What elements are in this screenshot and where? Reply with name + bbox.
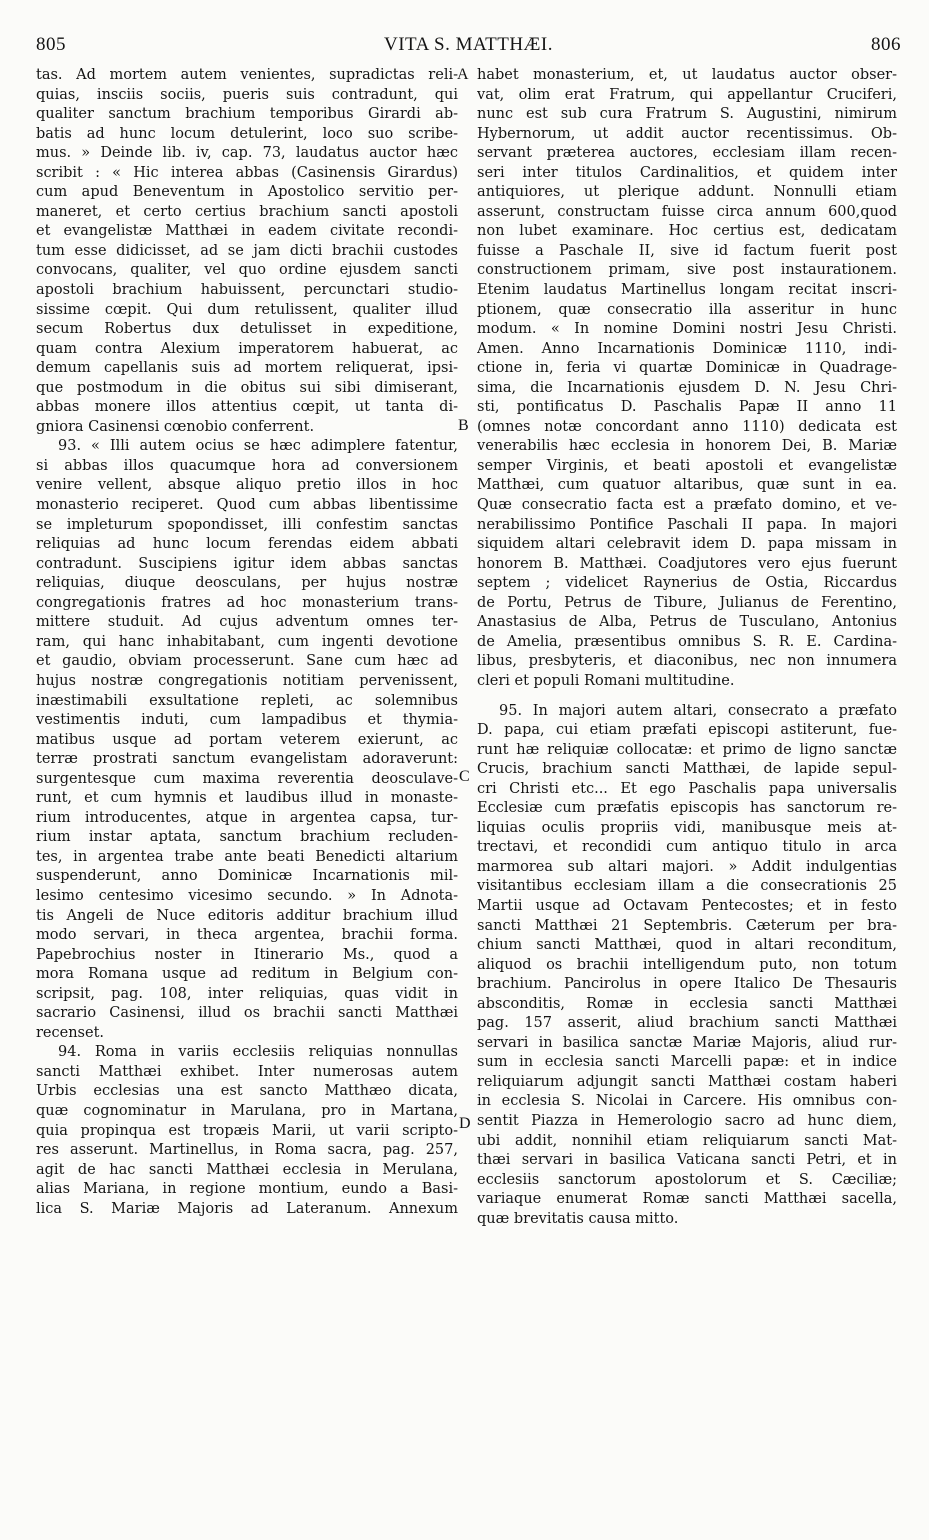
text-line: brachium. Pancirolus in opere Italico De Thesauris xyxy=(477,976,897,993)
text-line: ptionem, quæ consecratio illa asseritur in hunc xyxy=(477,301,897,318)
text-line: tas. Ad mortem autem venientes, supradictas reli- xyxy=(36,67,458,83)
text-line: runt hæ reliquiæ collocatæ: et primo de ligno sanctæ xyxy=(477,741,897,758)
text-line: cri Christi etc... Et ego Paschalis papa universalis xyxy=(477,780,897,797)
text-line: non lubet examinare. Hoc certius est, dedicatam xyxy=(477,223,897,240)
text-line: seri inter titulos Cardinalitios, et quidem inter xyxy=(477,164,897,181)
text-line: demum capellanis suis ad mortem reliquerat, ipsi- xyxy=(36,360,458,377)
text-line: terræ prostrati sanctum evangelistam adoraverunt: xyxy=(36,751,458,768)
text-line: Papebrochius noster in Itinerario Ms., quod a xyxy=(36,946,458,963)
text-line: libus, presbyteris, et diaconibus, nec non innumera xyxy=(477,653,897,670)
text-line: variaque enumerat Romæ sancti Matthæi sacella, xyxy=(477,1191,897,1208)
text-line: septem ; videlicet Raynerius de Ostia, Riccardus xyxy=(477,575,897,592)
text-line: quias, insciis sociis, pueris suis contradunt, qui xyxy=(36,86,458,103)
text-line: cleri et populi Romani multitudine. xyxy=(477,672,735,689)
text-line: trectavi, et recondidi cum antiquo titulo in arca xyxy=(477,839,897,856)
paragraph-gap xyxy=(477,692,897,702)
text-line: marmorea sub altari majori. » Addit indulgentias xyxy=(477,858,897,875)
text-line: sima, die Incarnationis ejusdem D. N. Jesu Chri- xyxy=(477,379,897,396)
text-line: pag. 157 asserit, aliud brachium sancti Matthæi xyxy=(477,1015,897,1032)
text-line: matibus usque ad portam veterem exierunt, ac xyxy=(36,731,458,748)
page-number-left: 805 xyxy=(36,34,66,55)
text-line: gniora Casinensi cœnobio conferrent. xyxy=(36,418,315,435)
text-line: vestimentis induti, cum lampadibus et thymia- xyxy=(36,712,458,729)
text-line: et evangelistæ Matthæi in eadem civitate recondi- xyxy=(36,223,458,240)
margin-marker-a: A xyxy=(457,66,469,83)
text-line: batis ad hunc locum detulerint, loco suo scribe- xyxy=(36,125,458,142)
text-line: agit de hac sancti Matthæi ecclesia in Merulana, xyxy=(36,1161,458,1178)
text-line: scripsit, pag. 108, inter reliquias, quas vidit in xyxy=(36,985,458,1002)
text-line: venerabilis hæc ecclesia in honorem Dei, B. Mariæ xyxy=(477,438,897,455)
text-line: de Portu, Petrus de Tibure, Julianus de Ferentino, xyxy=(477,594,897,611)
text-line: fuisse a Paschale II, sive id factum fuerit post xyxy=(477,242,897,259)
text-line: vat, olim erat Fratrum, qui appellantur Cruciferi, xyxy=(477,86,897,103)
text-line: et gaudio, obviam processerunt. Sane cum hæc ad xyxy=(36,653,458,670)
text-line: rium introducentes, atque in argentea capsa, tur- xyxy=(36,809,458,826)
text-line: ram, qui hanc inhabitabant, cum ingenti devotione xyxy=(36,633,458,650)
text-line: sum in ecclesia sancti Marcelli papæ: et in indice xyxy=(477,1054,897,1071)
text-line: cum apud Beneventum in Apostolico servitio per- xyxy=(36,184,458,201)
text-line: de Amelia, præsentibus omnibus S. R. E. Cardina- xyxy=(477,633,897,650)
text-line: habet monasterium, et, ut laudatus auctor obser- xyxy=(477,67,897,83)
text-line: visitantibus ecclesiam illam a die consecrationis 25 xyxy=(477,878,897,895)
text-line: in ecclesia S. Nicolai in Carcere. His omnibus con- xyxy=(477,1093,897,1110)
text-line: venire vellent, absque aliquo pretio illos in hoc xyxy=(36,477,458,494)
text-line: sentit Piazza in Hemerologio sacro ad hunc diem, xyxy=(477,1112,897,1129)
text-line: Martii usque ad Octavam Pentecostes; et in festo xyxy=(477,897,897,914)
text-line: surgentesque cum maxima reverentia deosculave- xyxy=(36,770,458,787)
right-text-column xyxy=(477,66,897,1229)
text-line: lica S. Mariæ Majoris ad Lateranum. Annexum xyxy=(36,1200,458,1217)
text-line: Etenim laudatus Martinellus longam recitat inscri- xyxy=(477,282,897,299)
text-line: ecclesiis sanctorum apostolorum et S. Cæciliæ; xyxy=(477,1171,897,1188)
text-line: sacrario Casinensi, illud os brachii sancti Matthæi xyxy=(36,1005,458,1022)
text-line: Urbis ecclesias una est sancto Matthæo dicata, xyxy=(36,1083,458,1100)
text-line: quæ cognominatur in Marulana, pro in Martana, xyxy=(36,1102,458,1119)
text-line: Matthæi, cum quatuor altaribus, quæ sunt in ea. xyxy=(477,477,897,494)
text-line: abbas monere illos attentius cœpit, ut tanta di- xyxy=(36,399,458,416)
text-line: 95. In majori autem altari, consecrato a præfato xyxy=(499,702,897,719)
text-line: sissime cœpit. Qui dum retulissent, qualiter illud xyxy=(36,301,458,318)
text-line: inæstimabili exsultatione repleti, ac solemnibus xyxy=(36,692,458,709)
text-line: Anastasius de Alba, Petrus de Tusculano, Antonius xyxy=(477,614,897,631)
text-line: aliquod os brachii intelligendum puto, non totum xyxy=(477,956,897,973)
text-line: que postmodum in die obitus sui sibi dimiserant, xyxy=(36,379,458,396)
text-line: tum esse didicisset, ad se jam dicti brachii custodes xyxy=(36,242,458,259)
text-line: lesimo centesimo vicesimo secundo. » In Adnota- xyxy=(36,887,458,904)
text-line: constructionem primam, sive post instaurationem. xyxy=(477,262,897,279)
text-line: reliquiarum adjungit sancti Matthæi costam haberi xyxy=(477,1073,897,1090)
text-line: siquidem altari celebravit idem D. papa missam in xyxy=(477,536,897,553)
text-line: quam contra Alexium imperatorem habuerat, ac xyxy=(36,340,458,357)
text-line: absconditis, Romæ in ecclesia sancti Matthæi xyxy=(477,995,897,1012)
text-line: sancti Matthæi exhibet. Inter numerosas autem xyxy=(36,1063,458,1080)
text-line: 94. Roma in variis ecclesiis reliquias nonnullas xyxy=(58,1044,458,1061)
text-line: qualiter sanctum brachium temporibus Girardi ab- xyxy=(36,106,458,123)
text-line: alias Mariana, in regione montium, eundo a Basi- xyxy=(36,1181,458,1198)
text-line: modo servari, in theca argentea, brachii forma. xyxy=(36,927,458,944)
text-line: Ecclesiæ cum præfatis episcopis has sanctorum re- xyxy=(477,800,897,817)
text-line: Quæ consecratio facta est a præfato domino, et ve- xyxy=(477,497,897,514)
text-line: recenset. xyxy=(36,1024,105,1041)
text-line: Crucis, brachium sancti Matthæi, de lapide sepul- xyxy=(477,761,897,778)
running-header xyxy=(36,34,901,60)
text-line: honorem B. Matthæi. Coadjutores vero ejus fuerunt xyxy=(477,555,897,572)
margin-marker-d: D xyxy=(459,1115,471,1132)
text-line: mora Romana usque ad reditum in Belgium con- xyxy=(36,966,458,983)
text-line: chium sancti Matthæi, quod in altari reconditum, xyxy=(477,937,897,954)
text-line: contradunt. Suscipiens igitur idem abbas sanctas xyxy=(36,555,458,572)
text-line: si abbas illos quacumque hora ad conversionem xyxy=(36,457,458,474)
text-line: Amen. Anno Incarnationis Dominicæ 1110, indi- xyxy=(477,340,897,357)
text-line: sti, pontificatus D. Paschalis Papæ II anno 11 xyxy=(477,399,897,416)
text-line: D. papa, cui etiam præfati episcopi astiterunt, fue- xyxy=(477,722,897,739)
text-line: apostoli brachium habuissent, percunctari studio- xyxy=(36,282,458,299)
text-line: ubi addit, nonnihil etiam reliquiarum sancti Mat- xyxy=(477,1132,897,1149)
text-line: quæ brevitatis causa mitto. xyxy=(477,1210,679,1227)
text-line: se impleturum spopondisset, illi confestim sanctas xyxy=(36,516,458,533)
text-line: monasterio reciperet. Quod cum abbas libentissime xyxy=(36,497,458,514)
text-line: semper Virginis, et beati apostoli et evangelistæ xyxy=(477,457,897,474)
text-line: (omnes notæ concordant anno 1110) dedicata est xyxy=(477,418,897,435)
margin-marker-b: B xyxy=(458,417,469,434)
text-line: mus. » Deinde lib. iv, cap. 73, laudatus auctor hæc xyxy=(36,145,458,162)
text-line: secum Robertus dux detulisset in expeditione, xyxy=(36,321,458,338)
text-line: reliquias ad hunc locum ferendas eidem abbati xyxy=(36,536,458,553)
text-line: antiquiores, ut plerique addunt. Nonnulli etiam xyxy=(477,184,897,201)
text-line: sancti Matthæi 21 Septembris. Cæterum per bra- xyxy=(477,917,897,934)
text-line: rium instar aptata, sanctum brachium recluden- xyxy=(36,829,458,846)
text-line: maneret, et certo certius brachium sancti apostoli xyxy=(36,203,458,220)
running-title: VITA S. MATTHÆI. xyxy=(383,34,554,55)
text-line: nerabilissimo Pontifice Paschali II papa. In majori xyxy=(477,516,897,533)
text-line: res asserunt. Martinellus, in Roma sacra, pag. 257, xyxy=(36,1142,458,1159)
text-line: asserunt, constructam fuisse circa annum 600,quod xyxy=(477,203,897,220)
text-line: 93. « Illi autem ocius se hæc adimplere fatentur, xyxy=(58,438,458,455)
text-line: congregationis fratres ad hoc monasterium trans- xyxy=(36,594,458,611)
text-line: convocans, qualiter, vel quo ordine ejusdem sancti xyxy=(36,262,458,279)
text-line: nunc est sub cura Fratrum S. Augustini, nimirum xyxy=(477,106,897,123)
text-line: Hybernorum, ut addit auctor recentissimus. Ob- xyxy=(477,125,897,142)
text-line: runt, et cum hymnis et laudibus illud in monaste- xyxy=(36,790,458,807)
text-line: servant præterea auctores, ecclesiam illam recen- xyxy=(477,145,897,162)
text-line: mittere studuit. Ad cujus adventum omnes ter- xyxy=(36,614,458,631)
text-line: liquias oculis propriis vidi, manibusque meis at- xyxy=(477,819,897,836)
text-line: scribit : « Hic interea abbas (Casinensis Girardus) xyxy=(36,164,458,181)
text-line: modum. « In nomine Domini nostri Jesu Christi. xyxy=(477,321,897,338)
text-line: tes, in argentea trabe ante beati Benedicti altarium xyxy=(36,848,458,865)
text-line: hujus nostræ congregationis notitiam pervenissent, xyxy=(36,672,458,689)
text-line: reliquias, diuque deosculans, per hujus nostræ xyxy=(36,575,458,592)
text-line: servari in basilica sanctæ Mariæ Majoris, aliud rur- xyxy=(477,1034,897,1051)
text-line: ctione in, feria vi quartæ Dominicæ in Quadrage- xyxy=(477,360,897,377)
page-number-right: 806 xyxy=(871,34,901,55)
left-text-column xyxy=(36,66,458,1219)
text-line: suspenderunt, anno Dominicæ Incarnationis mil- xyxy=(36,868,458,885)
margin-marker-c: C xyxy=(459,768,470,785)
text-line: tis Angeli de Nuce editoris additur brachium illud xyxy=(36,907,458,924)
text-line: quia propinqua est tropæis Marii, ut varii scripto- xyxy=(36,1122,458,1139)
text-line: thæi servari in basilica Vaticana sancti Petri, et in xyxy=(477,1152,897,1169)
